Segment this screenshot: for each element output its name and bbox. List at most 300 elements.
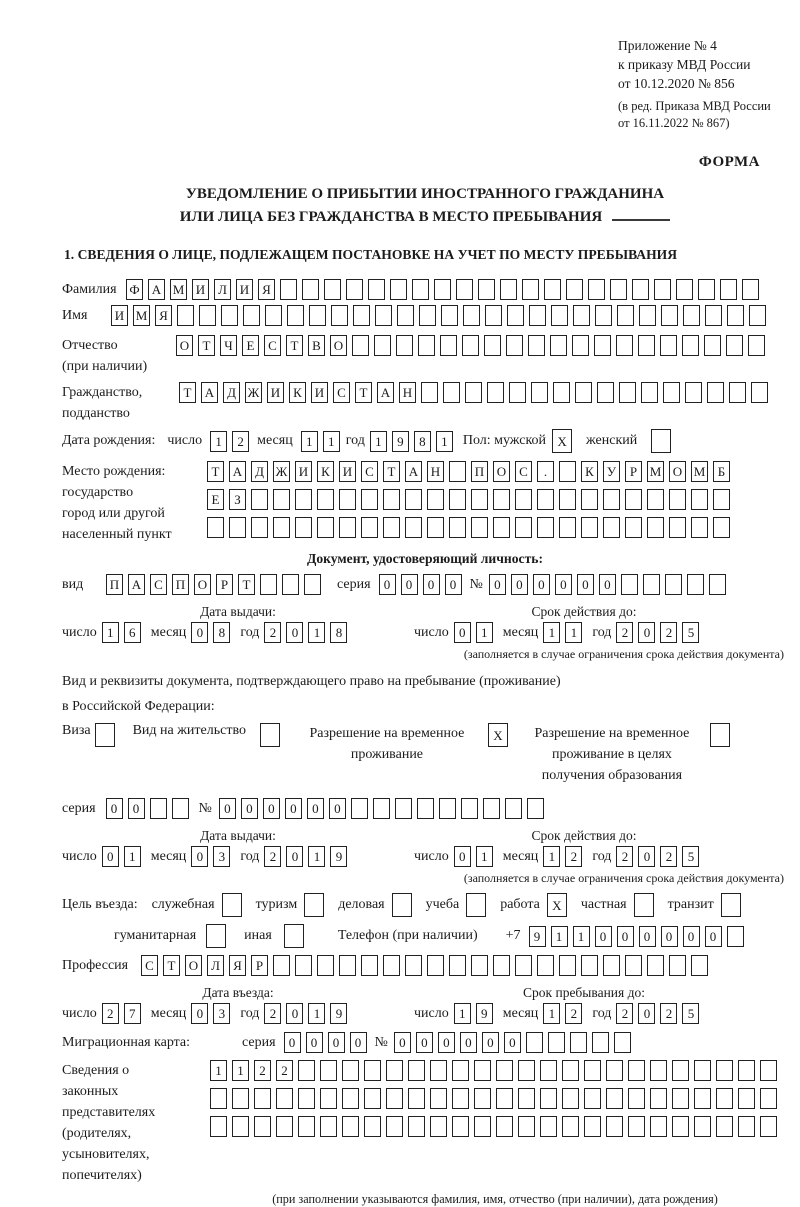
char-cell[interactable] bbox=[353, 305, 370, 326]
char-cell[interactable] bbox=[748, 335, 765, 356]
char-cell[interactable] bbox=[449, 517, 466, 538]
char-cell[interactable] bbox=[364, 1088, 381, 1109]
char-cell[interactable] bbox=[474, 1060, 491, 1081]
char-cell[interactable] bbox=[352, 335, 369, 356]
char-cell[interactable]: 0 bbox=[241, 798, 258, 819]
char-cell[interactable] bbox=[760, 1116, 777, 1137]
char-cell[interactable] bbox=[295, 517, 312, 538]
char-cell[interactable] bbox=[309, 305, 326, 326]
char-cell[interactable]: 1 bbox=[573, 926, 590, 947]
char-cell[interactable] bbox=[660, 335, 677, 356]
char-cell[interactable] bbox=[276, 1116, 293, 1137]
char-cell[interactable] bbox=[232, 1088, 249, 1109]
char-cell[interactable] bbox=[603, 489, 620, 510]
char-cell[interactable] bbox=[625, 489, 642, 510]
char-cell[interactable] bbox=[471, 955, 488, 976]
char-cell[interactable] bbox=[210, 1116, 227, 1137]
char-cell[interactable] bbox=[713, 517, 730, 538]
char-cell[interactable]: Т bbox=[198, 335, 215, 356]
char-cell[interactable] bbox=[396, 335, 413, 356]
char-cell[interactable] bbox=[320, 1060, 337, 1081]
char-cell[interactable] bbox=[466, 893, 486, 917]
char-cell[interactable]: X bbox=[488, 723, 508, 747]
char-cell[interactable]: Т bbox=[238, 574, 255, 595]
char-cell[interactable] bbox=[405, 955, 422, 976]
char-cell[interactable]: К bbox=[317, 461, 334, 482]
char-cell[interactable] bbox=[683, 305, 700, 326]
char-cell[interactable]: А bbox=[201, 382, 218, 403]
char-cell[interactable]: 1 bbox=[308, 622, 325, 643]
char-cell[interactable]: X bbox=[552, 429, 572, 453]
char-cell[interactable] bbox=[484, 335, 501, 356]
char-cell[interactable] bbox=[570, 1032, 587, 1053]
char-cell[interactable]: Ж bbox=[245, 382, 262, 403]
char-cell[interactable] bbox=[421, 382, 438, 403]
char-cell[interactable]: 9 bbox=[392, 431, 409, 452]
char-cell[interactable]: Ф bbox=[126, 279, 143, 300]
char-cell[interactable]: 0 bbox=[504, 1032, 521, 1053]
char-cell[interactable] bbox=[427, 517, 444, 538]
char-cell[interactable]: 0 bbox=[454, 622, 471, 643]
char-cell[interactable] bbox=[634, 893, 654, 917]
char-cell[interactable]: 8 bbox=[213, 622, 230, 643]
char-cell[interactable] bbox=[716, 1116, 733, 1137]
char-cell[interactable] bbox=[707, 382, 724, 403]
char-cell[interactable]: Т bbox=[163, 955, 180, 976]
char-cell[interactable]: И bbox=[111, 305, 128, 326]
char-cell[interactable] bbox=[705, 305, 722, 326]
char-cell[interactable] bbox=[265, 305, 282, 326]
char-cell[interactable]: Е bbox=[207, 489, 224, 510]
char-cell[interactable] bbox=[339, 489, 356, 510]
char-cell[interactable]: К bbox=[289, 382, 306, 403]
char-cell[interactable] bbox=[742, 279, 759, 300]
char-cell[interactable] bbox=[562, 1088, 579, 1109]
char-cell[interactable] bbox=[639, 305, 656, 326]
char-cell[interactable]: И bbox=[311, 382, 328, 403]
char-cell[interactable] bbox=[518, 1088, 535, 1109]
char-cell[interactable] bbox=[346, 279, 363, 300]
char-cell[interactable]: 0 bbox=[379, 574, 396, 595]
char-cell[interactable] bbox=[559, 489, 576, 510]
char-cell[interactable]: 1 bbox=[543, 846, 560, 867]
char-cell[interactable] bbox=[339, 517, 356, 538]
char-cell[interactable] bbox=[449, 461, 466, 482]
char-cell[interactable]: Р bbox=[251, 955, 268, 976]
char-cell[interactable]: М bbox=[170, 279, 187, 300]
char-cell[interactable] bbox=[738, 1116, 755, 1137]
char-cell[interactable] bbox=[685, 382, 702, 403]
char-cell[interactable] bbox=[210, 1088, 227, 1109]
char-cell[interactable] bbox=[474, 1116, 491, 1137]
char-cell[interactable]: 1 bbox=[210, 431, 227, 452]
char-cell[interactable] bbox=[515, 517, 532, 538]
char-cell[interactable] bbox=[581, 489, 598, 510]
char-cell[interactable] bbox=[496, 1116, 513, 1137]
char-cell[interactable]: 0 bbox=[639, 926, 656, 947]
char-cell[interactable] bbox=[260, 574, 277, 595]
char-cell[interactable] bbox=[434, 279, 451, 300]
char-cell[interactable]: С bbox=[150, 574, 167, 595]
char-cell[interactable] bbox=[716, 1088, 733, 1109]
char-cell[interactable] bbox=[465, 382, 482, 403]
char-cell[interactable] bbox=[628, 1060, 645, 1081]
char-cell[interactable] bbox=[531, 382, 548, 403]
char-cell[interactable]: 9 bbox=[476, 1003, 493, 1024]
char-cell[interactable] bbox=[273, 955, 290, 976]
char-cell[interactable] bbox=[584, 1060, 601, 1081]
char-cell[interactable] bbox=[222, 893, 242, 917]
char-cell[interactable]: А bbox=[148, 279, 165, 300]
char-cell[interactable]: 0 bbox=[595, 926, 612, 947]
char-cell[interactable] bbox=[749, 305, 766, 326]
char-cell[interactable]: З bbox=[229, 489, 246, 510]
char-cell[interactable]: 2 bbox=[616, 622, 633, 643]
char-cell[interactable]: У bbox=[603, 461, 620, 482]
char-cell[interactable] bbox=[361, 489, 378, 510]
char-cell[interactable] bbox=[669, 517, 686, 538]
char-cell[interactable] bbox=[456, 279, 473, 300]
char-cell[interactable] bbox=[509, 382, 526, 403]
char-cell[interactable] bbox=[430, 1088, 447, 1109]
char-cell[interactable]: С bbox=[515, 461, 532, 482]
char-cell[interactable]: Т bbox=[286, 335, 303, 356]
char-cell[interactable] bbox=[254, 1116, 271, 1137]
char-cell[interactable] bbox=[592, 1032, 609, 1053]
char-cell[interactable] bbox=[452, 1116, 469, 1137]
char-cell[interactable]: 2 bbox=[660, 622, 677, 643]
char-cell[interactable] bbox=[581, 517, 598, 538]
char-cell[interactable] bbox=[317, 517, 334, 538]
char-cell[interactable] bbox=[515, 489, 532, 510]
char-cell[interactable] bbox=[614, 1032, 631, 1053]
char-cell[interactable] bbox=[441, 305, 458, 326]
char-cell[interactable]: 0 bbox=[555, 574, 572, 595]
char-cell[interactable] bbox=[295, 489, 312, 510]
char-cell[interactable] bbox=[408, 1060, 425, 1081]
char-cell[interactable]: Р bbox=[216, 574, 233, 595]
char-cell[interactable] bbox=[672, 1116, 689, 1137]
char-cell[interactable] bbox=[584, 1116, 601, 1137]
char-cell[interactable] bbox=[463, 305, 480, 326]
char-cell[interactable] bbox=[698, 279, 715, 300]
char-cell[interactable] bbox=[651, 429, 671, 453]
char-cell[interactable] bbox=[207, 517, 224, 538]
char-cell[interactable] bbox=[559, 955, 576, 976]
char-cell[interactable]: 1 bbox=[301, 431, 318, 452]
char-cell[interactable] bbox=[298, 1060, 315, 1081]
char-cell[interactable]: Д bbox=[251, 461, 268, 482]
char-cell[interactable] bbox=[507, 305, 524, 326]
char-cell[interactable] bbox=[694, 1088, 711, 1109]
char-cell[interactable]: О bbox=[185, 955, 202, 976]
char-cell[interactable]: П bbox=[471, 461, 488, 482]
char-cell[interactable]: П bbox=[106, 574, 123, 595]
char-cell[interactable] bbox=[276, 1088, 293, 1109]
char-cell[interactable]: К bbox=[581, 461, 598, 482]
char-cell[interactable]: 2 bbox=[232, 431, 249, 452]
char-cell[interactable]: 0 bbox=[638, 622, 655, 643]
char-cell[interactable] bbox=[304, 574, 321, 595]
char-cell[interactable] bbox=[474, 1088, 491, 1109]
char-cell[interactable] bbox=[527, 798, 544, 819]
char-cell[interactable]: X bbox=[547, 893, 567, 917]
char-cell[interactable]: И bbox=[192, 279, 209, 300]
char-cell[interactable]: 0 bbox=[401, 574, 418, 595]
char-cell[interactable]: 0 bbox=[328, 1032, 345, 1053]
char-cell[interactable]: 5 bbox=[682, 1003, 699, 1024]
char-cell[interactable] bbox=[729, 382, 746, 403]
char-cell[interactable] bbox=[676, 279, 693, 300]
char-cell[interactable] bbox=[625, 955, 642, 976]
char-cell[interactable] bbox=[669, 955, 686, 976]
char-cell[interactable] bbox=[364, 1116, 381, 1137]
char-cell[interactable] bbox=[594, 335, 611, 356]
char-cell[interactable] bbox=[251, 489, 268, 510]
char-cell[interactable]: 0 bbox=[438, 1032, 455, 1053]
char-cell[interactable] bbox=[172, 798, 189, 819]
char-cell[interactable]: 0 bbox=[577, 574, 594, 595]
char-cell[interactable]: 5 bbox=[682, 846, 699, 867]
char-cell[interactable] bbox=[342, 1116, 359, 1137]
char-cell[interactable] bbox=[282, 574, 299, 595]
char-cell[interactable]: 0 bbox=[511, 574, 528, 595]
char-cell[interactable] bbox=[493, 955, 510, 976]
char-cell[interactable] bbox=[544, 279, 561, 300]
char-cell[interactable] bbox=[150, 798, 167, 819]
char-cell[interactable] bbox=[595, 305, 612, 326]
char-cell[interactable]: Е bbox=[242, 335, 259, 356]
char-cell[interactable]: А bbox=[377, 382, 394, 403]
char-cell[interactable]: О bbox=[669, 461, 686, 482]
char-cell[interactable]: 2 bbox=[276, 1060, 293, 1081]
char-cell[interactable] bbox=[643, 574, 660, 595]
char-cell[interactable] bbox=[449, 489, 466, 510]
char-cell[interactable]: 0 bbox=[284, 1032, 301, 1053]
char-cell[interactable] bbox=[616, 335, 633, 356]
char-cell[interactable] bbox=[738, 1088, 755, 1109]
char-cell[interactable] bbox=[566, 279, 583, 300]
char-cell[interactable] bbox=[522, 279, 539, 300]
char-cell[interactable] bbox=[628, 1088, 645, 1109]
char-cell[interactable]: 0 bbox=[286, 846, 303, 867]
char-cell[interactable] bbox=[625, 517, 642, 538]
char-cell[interactable]: 0 bbox=[106, 798, 123, 819]
char-cell[interactable]: 0 bbox=[128, 798, 145, 819]
char-cell[interactable]: А bbox=[128, 574, 145, 595]
char-cell[interactable]: П bbox=[172, 574, 189, 595]
char-cell[interactable] bbox=[687, 574, 704, 595]
char-cell[interactable] bbox=[206, 924, 226, 948]
char-cell[interactable] bbox=[562, 1060, 579, 1081]
char-cell[interactable]: 0 bbox=[191, 846, 208, 867]
char-cell[interactable] bbox=[177, 305, 194, 326]
char-cell[interactable] bbox=[383, 517, 400, 538]
char-cell[interactable] bbox=[603, 955, 620, 976]
char-cell[interactable]: 1 bbox=[476, 846, 493, 867]
char-cell[interactable]: 0 bbox=[489, 574, 506, 595]
char-cell[interactable] bbox=[408, 1116, 425, 1137]
char-cell[interactable]: 0 bbox=[445, 574, 462, 595]
char-cell[interactable] bbox=[691, 955, 708, 976]
char-cell[interactable]: И bbox=[267, 382, 284, 403]
char-cell[interactable]: 9 bbox=[330, 1003, 347, 1024]
char-cell[interactable]: 9 bbox=[330, 846, 347, 867]
char-cell[interactable] bbox=[515, 955, 532, 976]
char-cell[interactable]: 0 bbox=[416, 1032, 433, 1053]
char-cell[interactable]: Н bbox=[399, 382, 416, 403]
char-cell[interactable]: Д bbox=[223, 382, 240, 403]
char-cell[interactable]: 0 bbox=[482, 1032, 499, 1053]
char-cell[interactable] bbox=[493, 517, 510, 538]
char-cell[interactable] bbox=[273, 489, 290, 510]
char-cell[interactable] bbox=[229, 517, 246, 538]
char-cell[interactable]: 0 bbox=[350, 1032, 367, 1053]
char-cell[interactable] bbox=[342, 1088, 359, 1109]
char-cell[interactable]: С bbox=[264, 335, 281, 356]
char-cell[interactable]: 1 bbox=[308, 1003, 325, 1024]
char-cell[interactable] bbox=[298, 1116, 315, 1137]
char-cell[interactable]: И bbox=[236, 279, 253, 300]
char-cell[interactable]: И bbox=[339, 461, 356, 482]
char-cell[interactable] bbox=[597, 382, 614, 403]
char-cell[interactable] bbox=[654, 279, 671, 300]
char-cell[interactable] bbox=[243, 305, 260, 326]
char-cell[interactable] bbox=[317, 489, 334, 510]
char-cell[interactable] bbox=[364, 1060, 381, 1081]
char-cell[interactable] bbox=[440, 335, 457, 356]
char-cell[interactable]: 0 bbox=[533, 574, 550, 595]
char-cell[interactable] bbox=[550, 335, 567, 356]
char-cell[interactable] bbox=[304, 893, 324, 917]
char-cell[interactable] bbox=[374, 335, 391, 356]
char-cell[interactable]: 2 bbox=[264, 846, 281, 867]
char-cell[interactable] bbox=[572, 335, 589, 356]
char-cell[interactable] bbox=[487, 382, 504, 403]
char-cell[interactable] bbox=[273, 517, 290, 538]
char-cell[interactable]: Ж bbox=[273, 461, 290, 482]
char-cell[interactable]: 7 bbox=[124, 1003, 141, 1024]
char-cell[interactable] bbox=[537, 517, 554, 538]
char-cell[interactable]: 0 bbox=[306, 1032, 323, 1053]
char-cell[interactable]: 6 bbox=[124, 622, 141, 643]
char-cell[interactable]: Т bbox=[383, 461, 400, 482]
char-cell[interactable] bbox=[320, 1116, 337, 1137]
char-cell[interactable] bbox=[483, 798, 500, 819]
char-cell[interactable]: Л bbox=[207, 955, 224, 976]
char-cell[interactable] bbox=[471, 517, 488, 538]
char-cell[interactable]: О bbox=[493, 461, 510, 482]
char-cell[interactable]: 8 bbox=[414, 431, 431, 452]
char-cell[interactable] bbox=[461, 798, 478, 819]
char-cell[interactable] bbox=[405, 489, 422, 510]
char-cell[interactable] bbox=[251, 517, 268, 538]
char-cell[interactable] bbox=[628, 1116, 645, 1137]
char-cell[interactable] bbox=[439, 798, 456, 819]
char-cell[interactable] bbox=[575, 382, 592, 403]
char-cell[interactable] bbox=[588, 279, 605, 300]
char-cell[interactable]: 0 bbox=[661, 926, 678, 947]
char-cell[interactable] bbox=[537, 955, 554, 976]
char-cell[interactable] bbox=[528, 335, 545, 356]
char-cell[interactable]: 3 bbox=[213, 1003, 230, 1024]
char-cell[interactable] bbox=[302, 279, 319, 300]
char-cell[interactable]: 0 bbox=[460, 1032, 477, 1053]
char-cell[interactable] bbox=[647, 517, 664, 538]
char-cell[interactable] bbox=[280, 279, 297, 300]
char-cell[interactable] bbox=[551, 305, 568, 326]
char-cell[interactable]: 0 bbox=[599, 574, 616, 595]
char-cell[interactable] bbox=[368, 279, 385, 300]
char-cell[interactable]: 1 bbox=[102, 622, 119, 643]
char-cell[interactable]: 1 bbox=[543, 1003, 560, 1024]
char-cell[interactable] bbox=[317, 955, 334, 976]
char-cell[interactable] bbox=[430, 1060, 447, 1081]
char-cell[interactable] bbox=[284, 924, 304, 948]
char-cell[interactable] bbox=[526, 1032, 543, 1053]
char-cell[interactable]: Б bbox=[713, 461, 730, 482]
char-cell[interactable] bbox=[529, 305, 546, 326]
char-cell[interactable]: 0 bbox=[394, 1032, 411, 1053]
char-cell[interactable]: Т bbox=[355, 382, 372, 403]
char-cell[interactable]: 1 bbox=[565, 622, 582, 643]
char-cell[interactable] bbox=[390, 279, 407, 300]
char-cell[interactable] bbox=[669, 489, 686, 510]
char-cell[interactable] bbox=[650, 1088, 667, 1109]
char-cell[interactable] bbox=[606, 1060, 623, 1081]
char-cell[interactable] bbox=[395, 798, 412, 819]
char-cell[interactable]: 2 bbox=[254, 1060, 271, 1081]
char-cell[interactable]: . bbox=[537, 461, 554, 482]
char-cell[interactable]: В bbox=[308, 335, 325, 356]
char-cell[interactable] bbox=[254, 1088, 271, 1109]
char-cell[interactable]: 5 bbox=[682, 622, 699, 643]
char-cell[interactable] bbox=[386, 1088, 403, 1109]
char-cell[interactable]: О bbox=[176, 335, 193, 356]
char-cell[interactable] bbox=[339, 955, 356, 976]
char-cell[interactable] bbox=[721, 893, 741, 917]
char-cell[interactable]: 0 bbox=[617, 926, 634, 947]
char-cell[interactable] bbox=[412, 279, 429, 300]
char-cell[interactable] bbox=[672, 1060, 689, 1081]
char-cell[interactable]: Н bbox=[427, 461, 444, 482]
char-cell[interactable] bbox=[452, 1088, 469, 1109]
char-cell[interactable]: И bbox=[295, 461, 312, 482]
char-cell[interactable] bbox=[478, 279, 495, 300]
char-cell[interactable]: 0 bbox=[307, 798, 324, 819]
char-cell[interactable] bbox=[606, 1116, 623, 1137]
char-cell[interactable]: 0 bbox=[219, 798, 236, 819]
char-cell[interactable]: 2 bbox=[264, 622, 281, 643]
char-cell[interactable] bbox=[760, 1060, 777, 1081]
char-cell[interactable] bbox=[408, 1088, 425, 1109]
char-cell[interactable] bbox=[632, 279, 649, 300]
char-cell[interactable]: 0 bbox=[683, 926, 700, 947]
char-cell[interactable]: Я bbox=[229, 955, 246, 976]
char-cell[interactable]: 1 bbox=[476, 622, 493, 643]
char-cell[interactable]: 1 bbox=[124, 846, 141, 867]
char-cell[interactable] bbox=[493, 489, 510, 510]
char-cell[interactable] bbox=[505, 798, 522, 819]
char-cell[interactable] bbox=[617, 305, 634, 326]
char-cell[interactable]: 2 bbox=[565, 846, 582, 867]
char-cell[interactable] bbox=[709, 574, 726, 595]
char-cell[interactable] bbox=[603, 517, 620, 538]
char-cell[interactable]: 0 bbox=[191, 622, 208, 643]
char-cell[interactable] bbox=[540, 1060, 557, 1081]
char-cell[interactable]: Т bbox=[179, 382, 196, 403]
char-cell[interactable]: 0 bbox=[286, 622, 303, 643]
